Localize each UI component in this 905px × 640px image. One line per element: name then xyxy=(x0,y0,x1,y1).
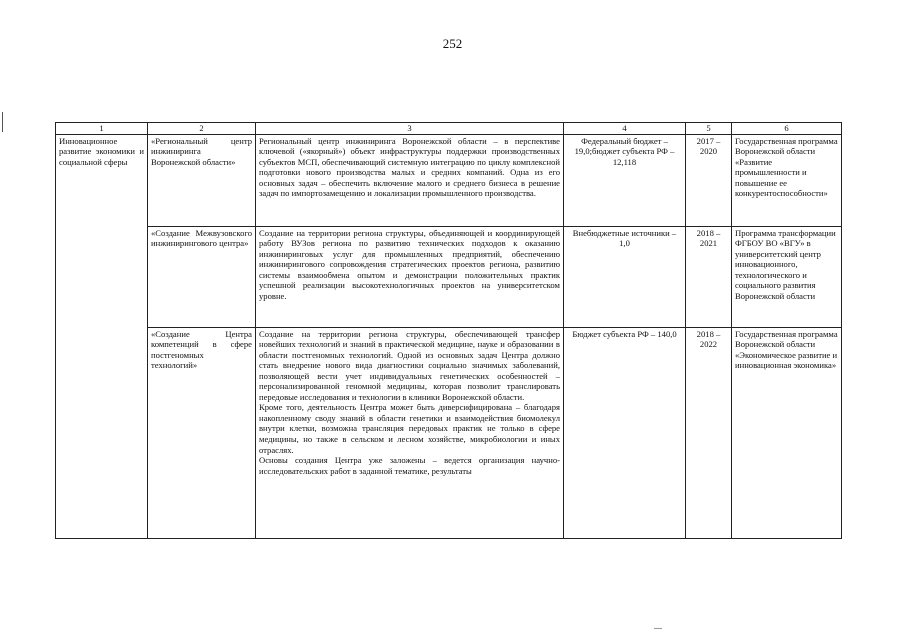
description-paragraph: Основы создания Центра уже заложены – ведется организация научно-исследовательских работ в заданной тематике, результаты xyxy=(259,455,560,476)
table-row xyxy=(56,226,842,327)
project-cell: «Создание Центра компетенций в сфере постгеномных технологий» xyxy=(148,327,256,538)
program-cell: Государственная программа Воронежской области «Развитие промышленности и повышение ее конкурентоспособности» xyxy=(732,134,842,226)
table-row xyxy=(56,134,842,226)
program-cell: Государственная программа Воронежской области «Экономическое развитие и инновационная экономика» xyxy=(732,327,842,538)
description-paragraph: Кроме того, деятельность Центра может быть диверсифицирована – благодаря накопленному своду знаний в области генетики и взаимодействия биомолекул внутри клетки, возможна трансляция передовых практик не только в сфере медицины, но также в сельском и лесном хозяйстве, микробиологии и иных отраслях. xyxy=(259,402,560,455)
column-header: 6 xyxy=(732,123,842,135)
column-header: 1 xyxy=(56,123,148,135)
period-cell: 2018 – 2022 xyxy=(686,327,732,538)
period-cell: 2017 – 2020 xyxy=(686,134,732,226)
direction-cell: Инновационное развитие экономики и социальной сферы xyxy=(56,134,148,538)
description-cell xyxy=(256,327,564,538)
column-header: 3 xyxy=(256,123,564,135)
description-paragraph: Создание на территории региона структуры, объединяющей и координирующей работу ВУЗов региона по развитию технических подходов к оказанию инжиниринговых услуг для промышленных предприятий, обеспечению инжинирингового сопровождения стратегических проектов региона, развитию системы взаимообмена опытом и демонстрации положительных практик успешной реализации высокотехнологичных проектов на университетском уровне. xyxy=(259,227,560,301)
column-header: 5 xyxy=(686,123,732,135)
project-cell: «Создание Межвузовского инжинирингового центра» xyxy=(148,226,256,327)
project-cell: «Региональный центр инжиниринга Воронежской области» xyxy=(148,134,256,226)
description-paragraph: Региональный центр инжиниринга Воронежской области – в перспективе ключевой («якорный») объект инфраструктуры поддержки производственных субъектов МСП, обеспечивающий системную интеграцию по циклу комплексной подготовки нового производства малых и средних компаний. Одна из его основных задач – обеспечить включение малого и среднего бизнеса в решение задач по импортозамещению и локализации промышленного производства. xyxy=(259,135,560,199)
funding-cell: Бюджет субъекта РФ – 140,0 xyxy=(564,327,686,538)
scan-mark xyxy=(654,628,662,629)
column-header: 2 xyxy=(148,123,256,135)
period-cell: 2018 – 2021 xyxy=(686,226,732,327)
table-row xyxy=(56,327,842,538)
funding-cell: Внебюджетные источники – 1,0 xyxy=(564,226,686,327)
description-cell xyxy=(256,226,564,327)
header-row xyxy=(56,123,842,135)
column-header: 4 xyxy=(564,123,686,135)
page-number: 252 xyxy=(442,36,463,51)
projects-table xyxy=(55,122,842,539)
margin-rule xyxy=(2,112,3,132)
description-paragraph: Создание на территории региона структуры, обеспечивающей трансфер новейших технологий и знаний в практической медицине, науке и образовании в области постгеномных технологий. Одной из основных задач Центра должно стать внедрение нового вида диагностики социально значимых заболеваний, позволяющей вести учет индивидуальных генетических особенностей – персонализированной геномной медицины, которая позволит транслировать передовые исследования и технологии в клиники Воронежской области. xyxy=(259,328,560,402)
description-cell xyxy=(256,134,564,226)
funding-cell: Федеральный бюджет –19,0;бюджет субъекта РФ – 12,118 xyxy=(564,134,686,226)
program-cell: Программа трансформации ФГБОУ ВО «ВГУ» в университетский центр инновационного, технологического и социального развития Воронежской области xyxy=(732,226,842,327)
